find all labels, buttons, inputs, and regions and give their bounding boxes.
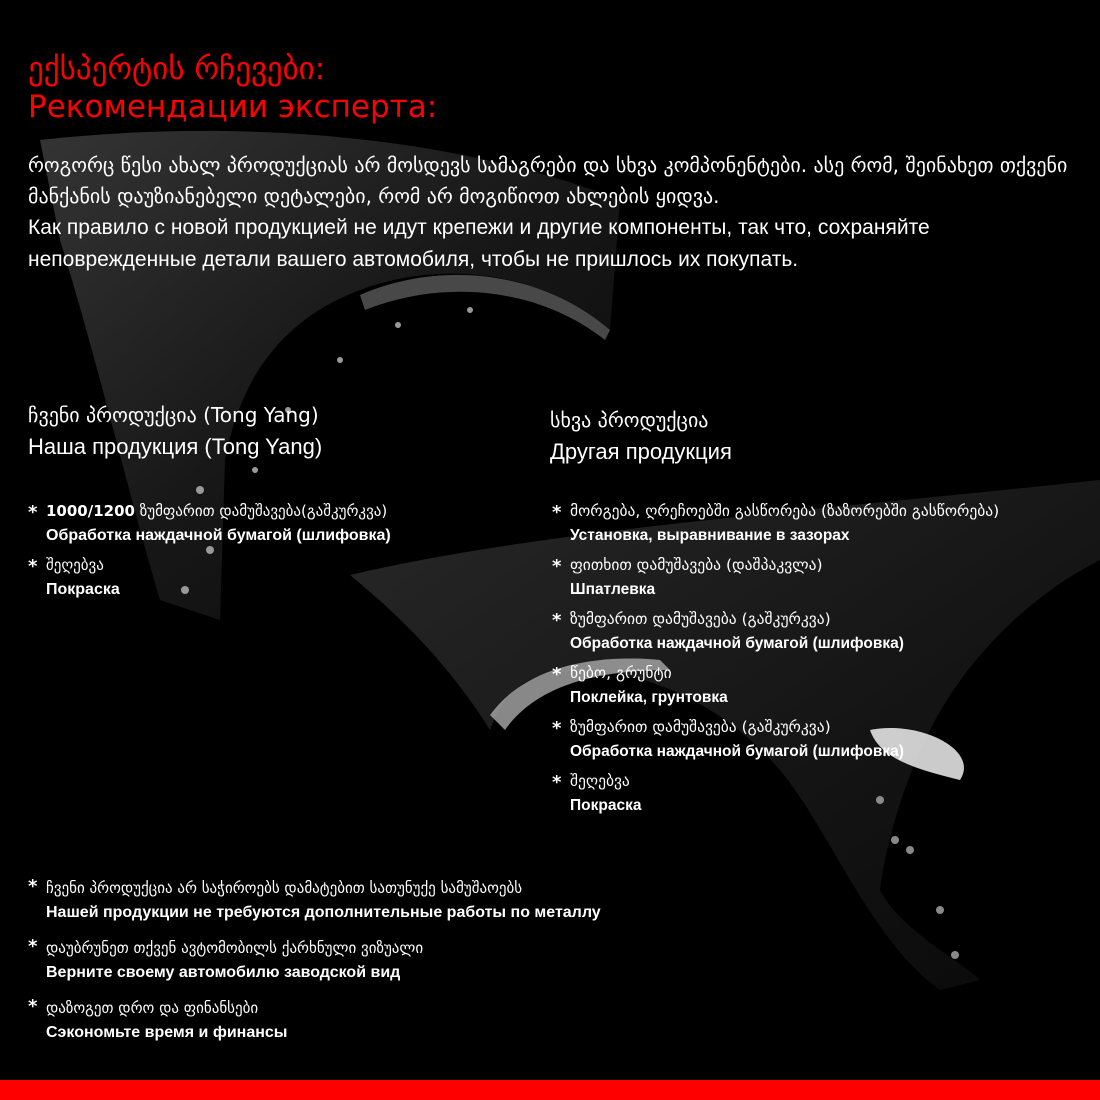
list-item-georgian: წებო, გრუნტი (570, 664, 672, 682)
list-item-russian: Обработка наждачной бумагой (шлифовка) (570, 743, 904, 760)
bullet-asterisk: * (552, 556, 562, 577)
list-item-russian: Покраска (46, 581, 120, 598)
benefits-list (28, 876, 848, 1056)
bullet-asterisk: * (552, 502, 562, 523)
intro-georgian: როგორც წესი ახალ პროდუქციას არ მოსდევს სამაგრები და სხვა კომპონენტები. ასე რომ, შეინახეთ თქვენი მანქანის დაუზიანებელი დეტალები, რომ არ მოგიწიოთ ახლების ყიდვა. (28, 153, 1068, 208)
other-product-heading-georgian: სხვა პროდუქცია (550, 408, 709, 432)
bullet-asterisk: * (28, 996, 38, 1017)
grit-number: 1000/1200 (46, 502, 135, 520)
list-item-russian: Обработка наждачной бумагой (шлифовка) (46, 527, 391, 544)
benefit-russian: Нашей продукции не требуются дополнительные работы по металлу (46, 904, 601, 921)
bullet-asterisk: * (28, 876, 38, 897)
list-item-georgian: შეღებვა (46, 556, 104, 574)
bullet-asterisk: * (28, 556, 38, 577)
list-item (552, 716, 1100, 764)
list-item (552, 554, 1100, 602)
benefit-russian: Верните своему автомобилю заводской вид (46, 964, 401, 981)
bullet-asterisk: * (552, 664, 562, 685)
list-item (28, 876, 848, 926)
list-item (552, 500, 1100, 548)
intro-russian: Как правило с новой продукцией не идут крепежи и другие компоненты, так что, сохраняйте неповрежденные детали вашего автомобиля, чтобы не пришлось их покупать. (28, 216, 930, 271)
our-product-list (28, 500, 528, 608)
list-item (28, 996, 848, 1046)
list-item (552, 608, 1100, 656)
list-item-russian: Установка, выравнивание в зазорах (570, 527, 850, 544)
list-item (28, 554, 528, 602)
list-item-georgian: ზუმფარით დამუშავება (გაშკურკვა) (570, 718, 831, 736)
list-item-georgian: შეღებვა (570, 772, 630, 790)
list-item-russian: Покраска (570, 797, 642, 814)
bullet-asterisk: * (28, 502, 38, 523)
benefit-georgian: დაზოგეთ დრო და ფინანსები (46, 999, 259, 1017)
bullet-asterisk: * (552, 610, 562, 631)
intro-text (28, 150, 1068, 276)
list-item-georgian: ფითხით დამუშავება (დაშპაკვლა) (570, 556, 823, 574)
benefit-georgian: დაუბრუნეთ თქვენ ავტომობილს ქარხნული ვიზუალი (46, 939, 424, 957)
list-item (28, 500, 528, 548)
list-item (552, 662, 1100, 710)
list-item (28, 936, 848, 986)
page-title-russian: Рекомендации эксперта: (28, 88, 438, 125)
list-item-russian: Шпатлевка (570, 581, 656, 598)
our-product-heading-georgian: ჩვენი პროდუქცია (Tong Yang) (28, 403, 319, 427)
our-product-heading-russian: Наша продукция (Tong Yang) (28, 434, 323, 459)
bullet-asterisk: * (552, 772, 562, 793)
bullet-asterisk: * (28, 936, 38, 957)
list-item-georgian: ზუმფარით დამუშავება (გაშკურკვა) (570, 610, 831, 628)
our-product-heading (28, 400, 322, 462)
bottom-accent-bar (0, 1080, 1100, 1100)
list-item-georgian-text: ზუმფარით დამუშავება(გაშკურკვა) (134, 502, 388, 520)
other-product-list (552, 500, 1100, 824)
benefit-georgian: ჩვენი პროდუქცია არ საჭიროებს დამატებით სათუნუქე სამუშაოებს (46, 879, 523, 897)
benefit-russian: Сэкономьте время и финансы (46, 1024, 288, 1041)
list-item (552, 770, 1100, 818)
list-item-georgian: მორგება, ღრეჩოებში გასწორება (ზაზორებში გასწორება) (570, 502, 1000, 520)
list-item-russian: Поклейка, грунтовка (570, 689, 728, 706)
other-product-heading (550, 405, 732, 467)
page-title-georgian: ექსპერტის რჩევები: (28, 50, 326, 87)
bullet-asterisk: * (552, 718, 562, 739)
list-item-georgian (46, 500, 528, 523)
list-item-russian: Обработка наждачной бумагой (шлифовка) (570, 635, 904, 652)
other-product-heading-russian: Другая продукция (550, 439, 732, 464)
